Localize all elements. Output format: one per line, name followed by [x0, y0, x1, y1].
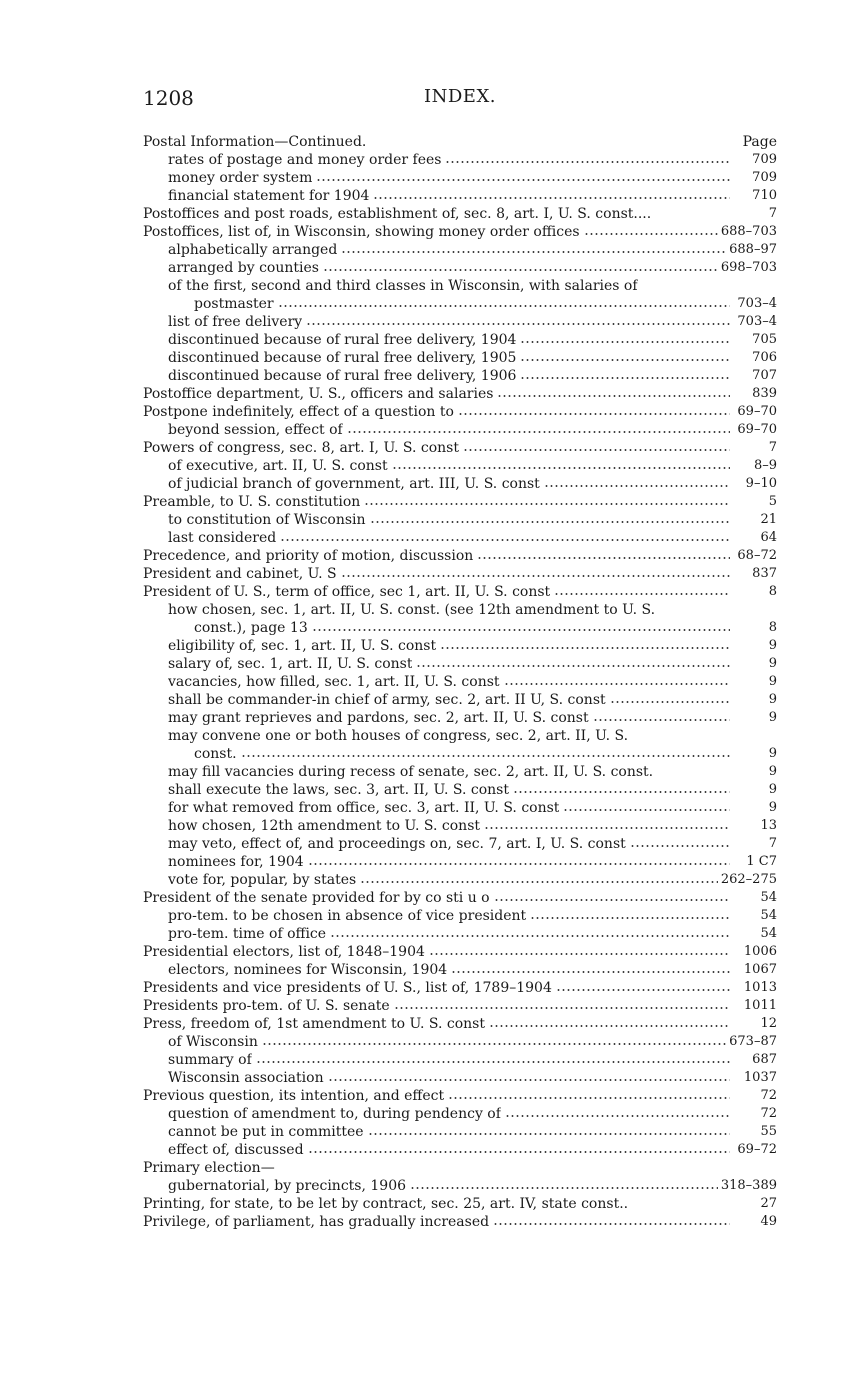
index-entry — [143, 385, 777, 403]
index-entry — [143, 1069, 777, 1087]
entry-text: Powers of congress, sec. 8, art. I, U. S. const — [143, 440, 459, 456]
entry-page: 54 — [760, 890, 777, 905]
dot-leader — [520, 358, 730, 362]
entry-page: 9 — [768, 710, 777, 725]
entry-page: 703–4 — [737, 314, 777, 329]
entry-page: 1037 — [743, 1070, 777, 1085]
entry-page: 9–10 — [745, 476, 777, 491]
entry-page: 1006 — [743, 944, 777, 959]
index-entry — [143, 241, 777, 259]
entry-text: question of amendment to, during pendency of — [168, 1106, 501, 1122]
dot-leader — [306, 322, 730, 326]
index-entry — [143, 853, 777, 871]
entry-page: 64 — [760, 530, 777, 545]
entry-text: money order system — [168, 170, 313, 186]
entry-text: nominees for, 1904 — [168, 854, 304, 870]
entry-text: Primary election— — [143, 1160, 275, 1176]
entry-text: postmaster — [194, 296, 274, 312]
index-entry — [143, 1213, 777, 1231]
entry-page: 262–275 — [720, 872, 777, 887]
entry-page: 21 — [760, 512, 777, 527]
dot-leader — [497, 394, 730, 398]
index-entry — [143, 475, 777, 493]
index-entry — [143, 583, 777, 601]
entry-page: 69–70 — [737, 422, 777, 437]
entry-text: Presidents pro-tem. of U. S. senate — [143, 998, 390, 1014]
entry-page: 12 — [760, 1016, 777, 1031]
entry-page: 13 — [760, 818, 777, 833]
entry-text: list of free delivery — [168, 314, 303, 330]
entry-page: 69–72 — [737, 1142, 777, 1157]
entry-text: of Wisconsin — [168, 1034, 258, 1050]
entry-text: beyond session, effect of — [168, 422, 343, 438]
entry-text: discontinued because of rural free delivery, 1906 — [168, 368, 517, 384]
entry-text: may fill vacancies during recess of senate, sec. 2, art. II, U. S. const. — [168, 764, 654, 780]
index-entry — [143, 1123, 777, 1141]
index-entry — [143, 331, 777, 349]
entry-page: 1011 — [743, 998, 777, 1013]
index-entry — [143, 1105, 777, 1123]
page-column-heading: Page — [742, 134, 777, 150]
dot-leader — [394, 1006, 730, 1010]
entry-text: effect of, discussed — [168, 1142, 304, 1158]
entry-text: Postoffices and post roads, establishment of, sec. 8, art. I, U. S. const.... — [143, 206, 652, 222]
index-entry — [143, 205, 777, 223]
dot-leader — [489, 1024, 730, 1028]
index-entry — [143, 601, 777, 619]
index-entry — [143, 1177, 777, 1195]
dot-leader — [256, 1060, 730, 1064]
entry-page: 8–9 — [753, 458, 777, 473]
index-entry — [143, 961, 777, 979]
index-entry — [143, 439, 777, 457]
index-entry — [143, 817, 777, 835]
index-entry — [143, 871, 777, 889]
entry-text: shall be commander-in chief of army, sec. 2, art. II U, S. const — [168, 692, 606, 708]
entry-text: Press, freedom of, 1st amendment to U. S. const — [143, 1016, 485, 1032]
entry-text: Postoffices, list of, in Wisconsin, showing money order offices — [143, 224, 580, 240]
entry-page: 9 — [768, 764, 777, 779]
index-entry — [143, 349, 777, 367]
index-entry — [143, 457, 777, 475]
entry-text: cannot be put in committee — [168, 1124, 364, 1140]
entry-text: Wisconsin association — [168, 1070, 324, 1086]
entry-page: 9 — [768, 782, 777, 797]
index-entry — [143, 259, 777, 277]
index-entry — [143, 889, 777, 907]
index-entry — [143, 493, 777, 511]
dot-leader — [563, 808, 730, 812]
dot-leader — [493, 1222, 730, 1226]
entry-page: 318–389 — [720, 1178, 777, 1193]
entry-text: Precedence, and priority of motion, discussion — [143, 548, 474, 564]
dot-leader — [544, 484, 730, 488]
entry-page: 55 — [760, 1124, 777, 1139]
entry-text: discontinued because of rural free delivery, 1904 — [168, 332, 517, 348]
dot-leader — [494, 898, 730, 902]
index-entry — [143, 547, 777, 565]
entry-text: Presidential electors, list of, 1848–1904 — [143, 944, 425, 960]
dot-leader — [520, 340, 730, 344]
entry-text: of the first, second and third classes in Wisconsin, with salaries of — [168, 278, 638, 294]
entry-page: 69–70 — [737, 404, 777, 419]
entry-page: 8 — [768, 584, 777, 599]
dot-leader — [520, 376, 730, 380]
entry-page: 27 — [760, 1196, 777, 1211]
entry-text: const.), page 13 — [194, 620, 308, 636]
entry-text: how chosen, sec. 1, art. II, U. S. const. (see 12th amendment to U. S. — [168, 602, 656, 618]
entry-text: Postoffice department, U. S., officers and salaries — [143, 386, 494, 402]
entry-page: 709 — [752, 152, 777, 167]
entry-text: vote for, popular, by states — [168, 872, 357, 888]
entry-page: 49 — [760, 1214, 777, 1229]
index-entry — [143, 187, 777, 205]
entry-text: const. — [194, 746, 237, 762]
entry-page: 54 — [760, 908, 777, 923]
entry-page: 688–97 — [729, 242, 777, 257]
entry-text: may grant reprieves and pardons, sec. 2, art. II, U. S. const — [168, 710, 589, 726]
entry-text: arranged by counties — [168, 260, 319, 276]
index-entry — [143, 709, 777, 727]
entry-text: vacancies, how filled, sec. 1, art. II, U. S. const — [168, 674, 500, 690]
entry-page: 5 — [768, 494, 777, 509]
index-entry — [143, 367, 777, 385]
index-entry — [143, 529, 777, 547]
entry-text: President of U. S., term of office, sec 1, art. II, U. S. const — [143, 584, 551, 600]
entry-page: 1067 — [743, 962, 777, 977]
index-entry — [143, 565, 777, 583]
entry-page: 9 — [768, 656, 777, 671]
dot-leader — [513, 790, 730, 794]
entry-text: shall execute the laws, sec. 3, art. II, U. S. const — [168, 782, 509, 798]
index-entry — [143, 619, 777, 637]
index-entry — [143, 637, 777, 655]
entry-page: 54 — [760, 926, 777, 941]
dot-leader — [610, 700, 730, 704]
dot-leader — [416, 664, 730, 668]
dot-leader — [458, 412, 730, 416]
index-entry — [143, 169, 777, 187]
dot-leader — [556, 988, 730, 992]
page-number: 1208 — [143, 86, 194, 110]
entry-page: 703–4 — [737, 296, 777, 311]
entry-text: President of the senate provided for by co sti u o — [143, 890, 490, 906]
entry-text: Preamble, to U. S. constitution — [143, 494, 361, 510]
entry-text: Previous question, its intention, and effect — [143, 1088, 445, 1104]
dot-leader — [368, 1132, 730, 1136]
dot-leader — [392, 466, 730, 470]
entry-page: 1 C7 — [746, 854, 777, 869]
index-entry — [143, 1051, 777, 1069]
dot-leader — [593, 718, 730, 722]
index-entry — [143, 133, 777, 151]
dot-leader — [463, 448, 730, 452]
index-entry — [143, 223, 777, 241]
entry-text: summary of — [168, 1052, 252, 1068]
entry-page: 687 — [752, 1052, 777, 1067]
dot-leader — [323, 268, 718, 272]
entry-text: may convene one or both houses of congress, sec. 2, art. II, U. S. — [168, 728, 629, 744]
entry-page: 9 — [768, 674, 777, 689]
entry-page: 688–703 — [720, 224, 777, 239]
dot-leader — [477, 556, 730, 560]
dot-leader — [445, 160, 730, 164]
index-entry — [143, 1015, 777, 1033]
index-entry — [143, 799, 777, 817]
index-entry — [143, 997, 777, 1015]
index-entry — [143, 673, 777, 691]
index-entry — [143, 1159, 777, 1177]
dot-leader — [241, 754, 730, 758]
entry-text: President and cabinet, U. S — [143, 566, 337, 582]
index-entries — [143, 133, 777, 1231]
entry-page: 8 — [768, 620, 777, 635]
index-entry — [143, 1141, 777, 1159]
index-entry — [143, 745, 777, 763]
entry-text: electors, nominees for Wisconsin, 1904 — [168, 962, 448, 978]
entry-text: Postpone indefinitely, effect of a question to — [143, 404, 454, 420]
entry-page: 705 — [752, 332, 777, 347]
entry-page: 7 — [768, 206, 777, 221]
dot-leader — [312, 628, 730, 632]
entry-page: 7 — [768, 440, 777, 455]
entry-text: financial statement for 1904 — [168, 188, 370, 204]
dot-leader — [530, 916, 730, 920]
entry-text: of executive, art. II, U. S. const — [168, 458, 388, 474]
index-entry — [143, 925, 777, 943]
entry-page: 1013 — [743, 980, 777, 995]
entry-page: 706 — [752, 350, 777, 365]
entry-text: of judicial branch of government, art. III, U. S. const — [168, 476, 540, 492]
entry-page: 9 — [768, 638, 777, 653]
entry-text: for what removed from office, sec. 3, art. II, U. S. const — [168, 800, 560, 816]
dot-leader — [554, 592, 730, 596]
entry-page: 9 — [768, 800, 777, 815]
entry-text: pro-tem. time of office — [168, 926, 327, 942]
dot-leader — [504, 682, 730, 686]
entry-text: may veto, effect of, and proceedings on, sec. 7, art. I, U. S. const — [168, 836, 626, 852]
index-entry — [143, 421, 777, 439]
entry-page: 709 — [752, 170, 777, 185]
dot-leader — [341, 574, 730, 578]
dot-leader — [505, 1114, 730, 1118]
entry-page: 7 — [768, 836, 777, 851]
index-entry — [143, 979, 777, 997]
entry-page: 72 — [760, 1106, 777, 1121]
dot-leader — [451, 970, 730, 974]
entry-text: last considered — [168, 530, 277, 546]
dot-leader — [308, 862, 730, 866]
dot-leader — [370, 520, 730, 524]
entry-text: Postal Information—Continued. — [143, 134, 367, 150]
index-entry — [143, 403, 777, 421]
index-entry — [143, 313, 777, 331]
index-entry — [143, 1033, 777, 1051]
dot-leader — [308, 1150, 730, 1154]
entry-page: 710 — [752, 188, 777, 203]
index-entry — [143, 943, 777, 961]
index-entry — [143, 277, 777, 295]
index-entry — [143, 1087, 777, 1105]
page-header — [143, 86, 777, 112]
index-entry — [143, 295, 777, 313]
entry-page: 9 — [768, 692, 777, 707]
dot-leader — [341, 250, 726, 254]
entry-page: 837 — [752, 566, 777, 581]
dot-leader — [280, 538, 730, 542]
entry-text: gubernatorial, by precincts, 1906 — [168, 1178, 407, 1194]
index-entry — [143, 781, 777, 799]
entry-text: Presidents and vice presidents of U. S., list of, 1789–1904 — [143, 980, 552, 996]
index-entry — [143, 655, 777, 673]
dot-leader — [630, 844, 730, 848]
entry-page: 839 — [752, 386, 777, 401]
entry-text: Printing, for state, to be let by contract, sec. 25, art. IV, state const.. — [143, 1196, 629, 1212]
dot-leader — [448, 1096, 730, 1100]
entry-text: salary of, sec. 1, art. II, U. S. const — [168, 656, 413, 672]
entry-text: alphabetically arranged — [168, 242, 338, 258]
dot-leader — [330, 934, 730, 938]
index-entry — [143, 763, 777, 781]
dot-leader — [440, 646, 730, 650]
entry-text: to constitution of Wisconsin — [168, 512, 366, 528]
entry-text: Privilege, of parliament, has gradually increased — [143, 1214, 490, 1230]
entry-text: rates of postage and money order fees — [168, 152, 442, 168]
dot-leader — [584, 232, 718, 236]
entry-text: eligibility of, sec. 1, art. II, U. S. const — [168, 638, 437, 654]
index-entry — [143, 691, 777, 709]
dot-leader — [278, 304, 730, 308]
entry-page: 673–87 — [729, 1034, 777, 1049]
dot-leader — [373, 196, 730, 200]
dot-leader — [328, 1078, 730, 1082]
entry-page: 68–72 — [737, 548, 777, 563]
entry-page: 698–703 — [720, 260, 777, 275]
dot-leader — [347, 430, 730, 434]
entry-text: pro-tem. to be chosen in absence of vice president — [168, 908, 527, 924]
index-entry — [143, 907, 777, 925]
index-entry — [143, 1195, 777, 1213]
dot-leader — [262, 1042, 726, 1046]
dot-leader — [410, 1186, 718, 1190]
entry-page: 9 — [768, 746, 777, 761]
dot-leader — [316, 178, 730, 182]
index-entry — [143, 727, 777, 745]
entry-text: how chosen, 12th amendment to U. S. const — [168, 818, 481, 834]
index-entry — [143, 835, 777, 853]
entry-page: 707 — [752, 368, 777, 383]
page-title: INDEX. — [424, 86, 496, 107]
index-entry — [143, 511, 777, 529]
dot-leader — [364, 502, 730, 506]
dot-leader — [360, 880, 718, 884]
entry-page: 72 — [760, 1088, 777, 1103]
dot-leader — [429, 952, 730, 956]
dot-leader — [484, 826, 730, 830]
entry-text: discontinued because of rural free delivery, 1905 — [168, 350, 517, 366]
index-entry — [143, 151, 777, 169]
